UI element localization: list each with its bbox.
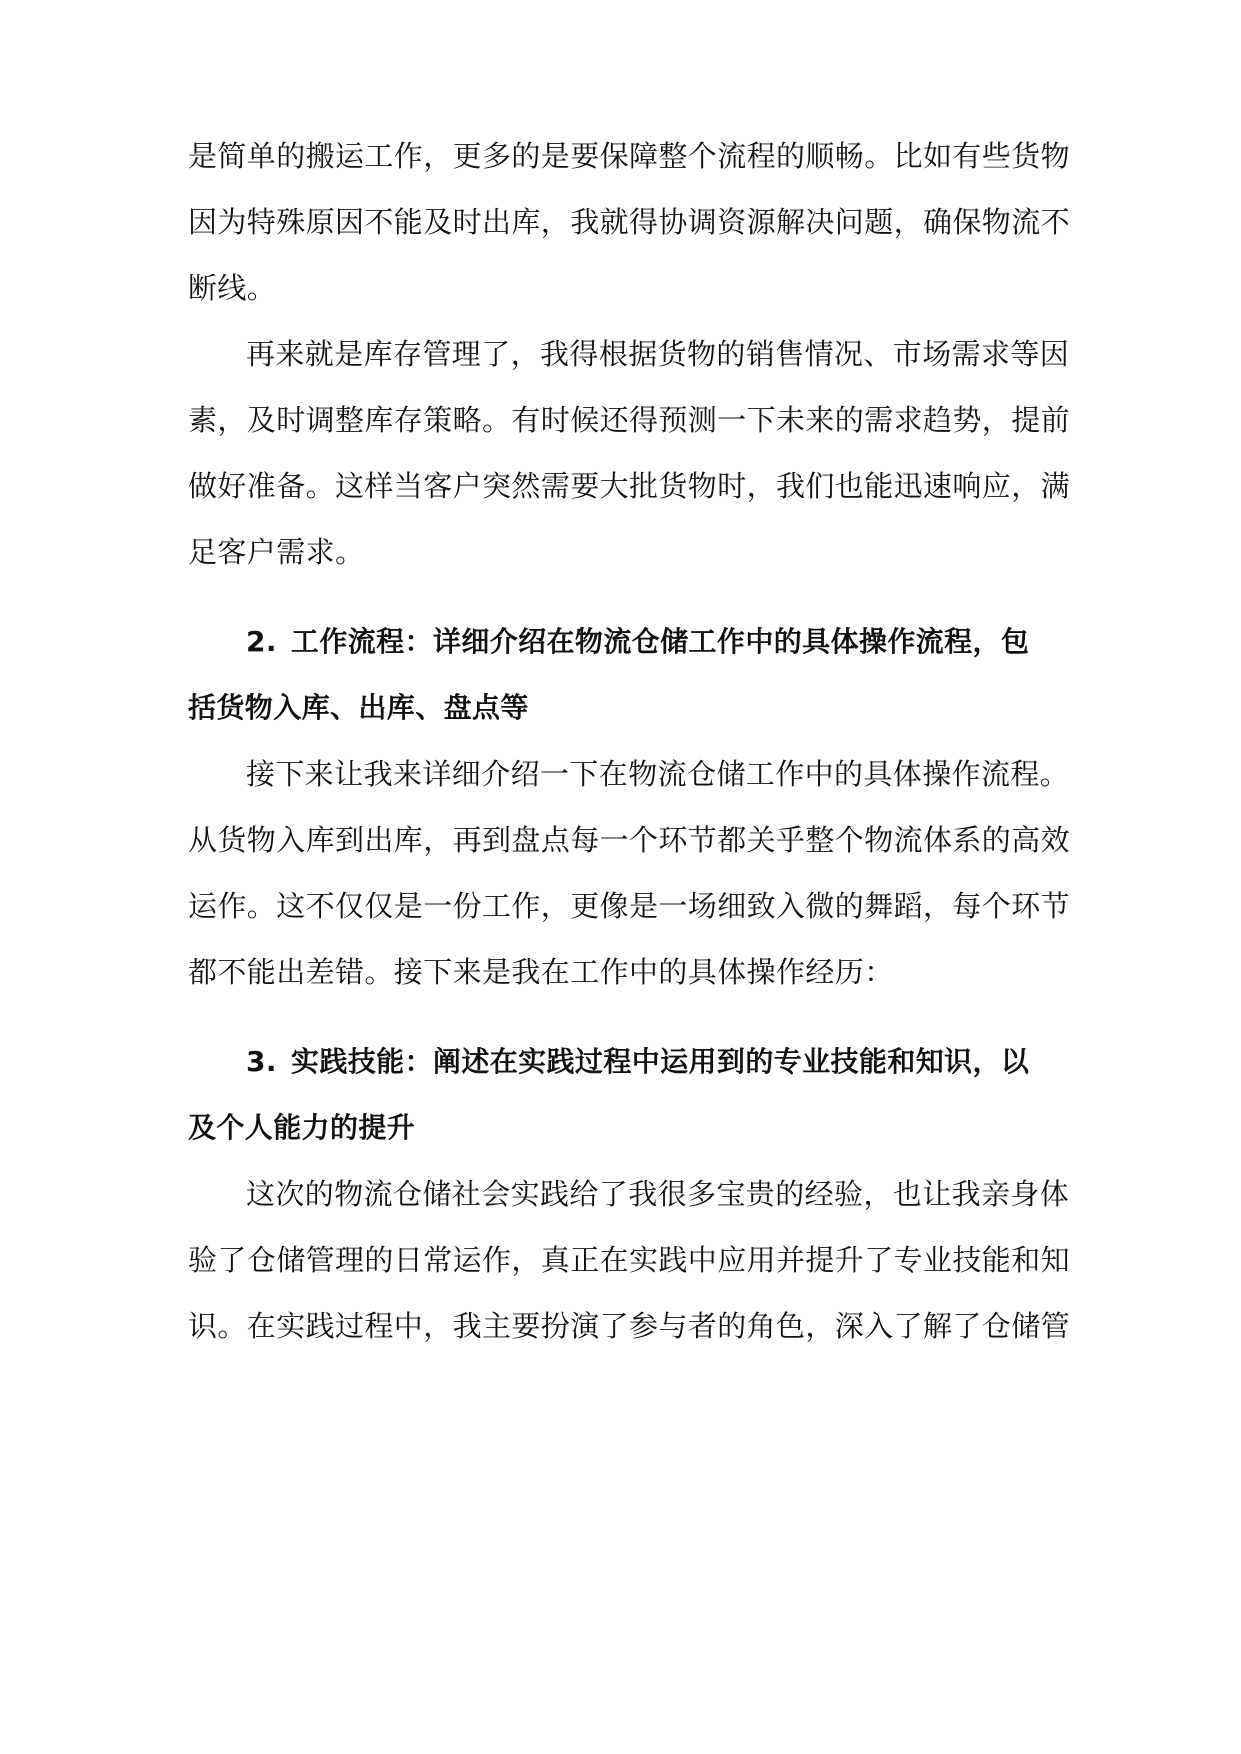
heading-number: 2. <box>246 625 277 658</box>
paragraph-line: 断线。 <box>188 271 277 305</box>
paragraph-line: 再来就是库存管理了，我得根据货物的销售情况、市场需求等因 <box>246 337 1070 371</box>
paragraph-line: 运作。这不仅仅是一份工作，更像是一场细致入微的舞蹈，每个环节 <box>188 889 1071 923</box>
paragraph-line: 从货物入库到出库，再到盘点每一个环节都关乎整个物流体系的高效 <box>188 823 1071 857</box>
paragraph-line: 足客户需求。 <box>188 535 365 569</box>
paragraph-line: 这次的物流仓储社会实践给了我很多宝贵的经验，也让我亲身体 <box>246 1177 1070 1211</box>
paragraph-line: 接下来让我来详细介绍一下在物流仓储工作中的具体操作流程。 <box>246 757 1070 791</box>
paragraph-line: 验了仓储管理的日常运作，真正在实践中应用并提升了专业技能和知 <box>188 1243 1071 1277</box>
paragraph-line: 做好准备。这样当客户突然需要大批货物时，我们也能迅速响应，满 <box>188 469 1071 503</box>
heading-text: 工作流程：详细介绍在物流仓储工作中的具体操作流程，包 <box>290 625 1030 658</box>
heading-number: 3. <box>246 1045 277 1078</box>
section-heading-2-continuation: 括货物入库、出库、盘点等 <box>188 691 529 724</box>
paragraph-line: 是简单的搬运工作，更多的是要保障整个流程的顺畅。比如有些货物 <box>188 139 1071 173</box>
paragraph-line: 识。在实践过程中，我主要扮演了参与者的角色，深入了解了仓储管 <box>188 1309 1071 1343</box>
section-heading-2 <box>246 622 1058 662</box>
section-heading-3 <box>246 1042 1058 1082</box>
paragraph-line: 都不能出差错。接下来是我在工作中的具体操作经历： <box>188 955 894 989</box>
section-heading-3-continuation: 及个人能力的提升 <box>188 1111 416 1144</box>
paragraph-line: 素，及时调整库存策略。有时候还得预测一下未来的需求趋势，提前 <box>188 403 1071 437</box>
paragraph-line: 因为特殊原因不能及时出库，我就得协调资源解决问题，确保物流不 <box>188 205 1071 239</box>
heading-text: 实践技能：阐述在实践过程中运用到的专业技能和知识，以 <box>290 1045 1030 1078</box>
